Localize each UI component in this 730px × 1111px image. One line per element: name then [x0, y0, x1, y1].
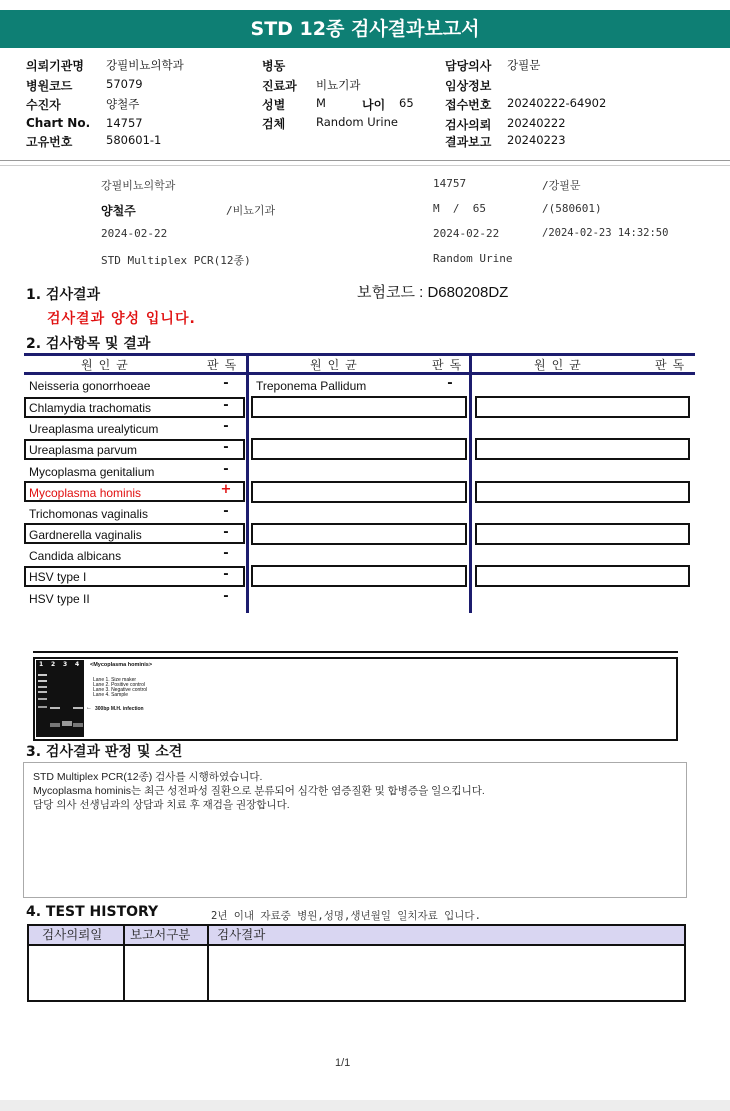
divider: [0, 165, 730, 166]
code-label: 병원코드: [26, 79, 73, 93]
empty-row-box: [475, 396, 690, 418]
history-col-result: 검사결과: [217, 927, 266, 942]
patient-value: 양철주: [106, 97, 140, 111]
ladder-band: [38, 698, 47, 700]
summary-birth: /(580601): [542, 202, 602, 215]
gel-band-label: 300bp M.H. infection: [95, 706, 144, 712]
history-header-bg: [29, 926, 684, 944]
pathogen-result-positive: +: [220, 482, 232, 497]
section3-title: 3. 검사결과 판정 및 소견: [26, 744, 183, 760]
table-col-divider: [469, 353, 472, 613]
gel-lane-legend: Lane 1. Size maker: [93, 677, 137, 683]
pathogen-result: -: [223, 419, 229, 434]
pathogen-name: Mycoplasma genitalium: [29, 465, 155, 479]
lane-number: 2: [51, 661, 56, 668]
section2-title: 2. 검사항목 및 결과: [26, 336, 151, 352]
patient-label: 수진자: [26, 98, 61, 112]
section4-title: 4. TEST HISTORY: [26, 904, 159, 920]
pathogen-result: -: [223, 376, 229, 391]
pathogen-name: Gardnerella vaginalis: [29, 528, 142, 542]
pathogen-name: Chlamydia trachomatis: [29, 401, 152, 415]
clinical-label: 임상정보: [445, 79, 492, 93]
empty-row-box: [251, 481, 467, 503]
chart-value: 14757: [106, 116, 143, 130]
gel-title: <Mycoplasma hominis>: [90, 662, 153, 668]
receipt-value: 20240222-64902: [507, 96, 607, 110]
pathogen-result: -: [223, 525, 229, 540]
col-header-judgement: 판독: [655, 358, 691, 372]
pathogen-result: -: [223, 567, 229, 582]
gel-lane-legend: Lane 3. Negative control: [93, 687, 148, 693]
ladder-band: [38, 674, 47, 676]
history-col-type: 보고서구분: [130, 927, 191, 942]
primer-band: [62, 721, 72, 726]
positive-band: [50, 707, 60, 709]
summary-sex-age: M / 65: [433, 202, 486, 215]
report-label: 결과보고: [445, 135, 492, 149]
report-title: STD 12종 검사결과보고서: [0, 10, 730, 48]
ward-label: 병동: [262, 59, 286, 73]
specimen-value: Random Urine: [316, 115, 398, 129]
pathogen-result: -: [223, 462, 229, 477]
col-header-judgement: 판독: [207, 358, 243, 372]
summary-date2: 2024-02-22: [433, 227, 500, 240]
ladder-band: [38, 686, 47, 688]
receipt-label: 접수번호: [445, 98, 492, 112]
insurance-code: 보험코드 : D680208DZ: [357, 284, 509, 301]
opinion-box: [23, 762, 687, 898]
chart-label: Chart No.: [26, 116, 91, 130]
org-value: 강필비뇨의학과: [106, 58, 184, 72]
gel-top-line: [33, 651, 678, 653]
primer-band: [73, 723, 83, 727]
pathogen-name: Neisseria gonorrhoeae: [29, 379, 151, 393]
request-value: 20240222: [507, 116, 566, 130]
summary-datetime: /2024-02-23 14:32:50: [542, 227, 669, 239]
opinion-line: 담당 의사 선생님과의 상담과 치료 후 재검을 권장합니다.: [33, 799, 290, 811]
dept-value: 비뇨기과: [316, 78, 361, 92]
doctor-label: 담당의사: [445, 59, 492, 73]
code-value: 57079: [106, 77, 143, 91]
pathogen-name-positive: Mycoplasma hominis: [29, 486, 142, 500]
history-header-line: [27, 944, 686, 946]
gel-panel: [33, 657, 678, 741]
lane-number: 1: [39, 661, 44, 668]
col-header-judgement: 판독: [432, 358, 468, 372]
empty-row-box: [251, 565, 467, 587]
pathogen-result: -: [223, 504, 229, 519]
result-positive-text: 검사결과 양성 입니다.: [47, 311, 196, 327]
gel-lane-legend: Lane 2. Positive control: [93, 682, 145, 688]
history-note: 2년 이내 자료중 병원,성명,생년월일 일치자료 입니다.: [211, 910, 481, 922]
empty-row-box: [251, 523, 467, 545]
summary-patient: 양철주: [101, 204, 136, 218]
pathogen-name: Treponema Pallidum: [256, 379, 367, 393]
col-header-pathogen: 원인균: [310, 358, 363, 372]
org-label: 의뢰기관명: [26, 59, 84, 73]
summary-date1: 2024-02-22: [101, 227, 168, 240]
empty-row-box: [251, 396, 467, 418]
request-label: 검사의뢰: [445, 118, 492, 132]
ladder-band: [38, 706, 47, 708]
pathogen-result: -: [223, 589, 229, 604]
pathogen-name: Candida albicans: [29, 549, 122, 563]
summary-chart: 14757: [433, 177, 467, 190]
page-number: 1/1: [335, 1057, 351, 1069]
opinion-line: STD Multiplex PCR(12종) 검사를 시행하였습니다.: [33, 771, 263, 783]
summary-doctor: /강필문: [542, 179, 581, 192]
gel-image: [36, 660, 84, 737]
gel-lane-legend: Lane 4. Sample: [93, 692, 129, 698]
empty-row-box: [475, 565, 690, 587]
sample-band: [73, 707, 83, 709]
empty-row-box: [475, 523, 690, 545]
pathogen-result: -: [223, 546, 229, 561]
history-col-date: 검사의뢰일: [42, 927, 103, 942]
primer-band: [50, 723, 60, 727]
ladder-band: [38, 680, 47, 682]
report-value: 20240223: [507, 133, 566, 147]
sex-label: 성별: [262, 98, 286, 112]
unique-value: 580601-1: [106, 133, 162, 147]
arrow-icon: ←: [86, 705, 92, 711]
sex-value: M: [316, 96, 326, 110]
lane-number: 3: [63, 661, 68, 668]
page-bottom-strip: [0, 1100, 730, 1111]
col-header-pathogen: 원인균: [81, 358, 134, 372]
empty-row-box: [475, 481, 690, 503]
specimen-label: 검체: [262, 117, 286, 131]
pathogen-name: Trichomonas vaginalis: [29, 507, 148, 521]
summary-dept: /비뇨기과: [226, 204, 276, 217]
table-col-divider: [246, 353, 249, 613]
section1-title: 1. 검사결과: [26, 287, 101, 303]
pathogen-name: HSV type I: [29, 570, 87, 584]
opinion-line: Mycoplasma hominis는 최근 성전파성 질환으로 분류되어 심각한 염증질환 및 합병증을 일으킵니다.: [33, 785, 485, 797]
divider: [0, 160, 730, 161]
pathogen-result: -: [447, 376, 453, 391]
summary-test: STD Multiplex PCR(12종): [101, 254, 251, 267]
pathogen-result: -: [223, 398, 229, 413]
pathogen-name: Ureaplasma urealyticum: [29, 422, 159, 436]
dept-label: 진료과: [262, 79, 297, 93]
history-col-divider: [207, 924, 209, 1002]
history-col-divider: [123, 924, 125, 1002]
unique-label: 고유번호: [26, 135, 73, 149]
col-header-pathogen: 원인균: [534, 358, 587, 372]
age-label: 나이: [362, 98, 386, 112]
summary-specimen: Random Urine: [433, 252, 513, 265]
pathogen-name: HSV type II: [29, 592, 90, 606]
doctor-value: 강필문: [507, 58, 541, 72]
summary-org: 강필비뇨의학과: [101, 179, 176, 192]
lane-number: 4: [75, 661, 80, 668]
ladder-band: [38, 691, 47, 693]
pathogen-result: -: [223, 440, 229, 455]
empty-row-box: [475, 438, 690, 460]
empty-row-box: [251, 438, 467, 460]
pathogen-name: Ureaplasma parvum: [29, 443, 138, 457]
age-value: 65: [399, 96, 414, 110]
